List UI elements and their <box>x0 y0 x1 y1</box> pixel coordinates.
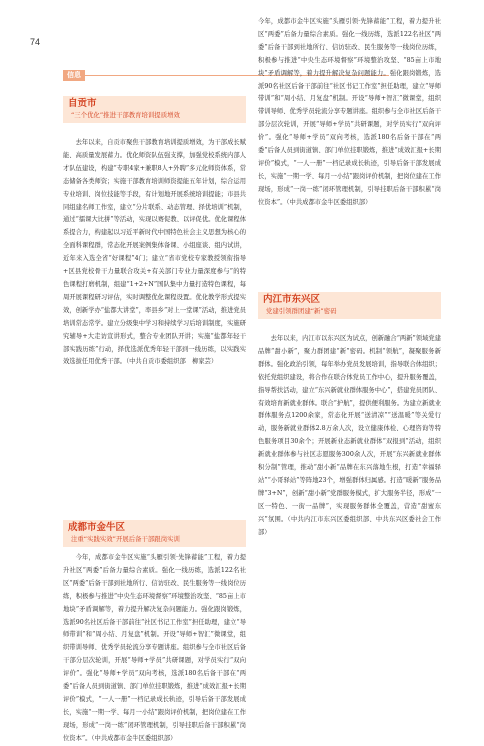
article-header-box <box>63 96 246 123</box>
article-body-continued: 今年，成都市金牛区实施“头雁引领·先锋蓄能”工程，着力提升社区“两委”后备力量综合素质。强化一线历练，选派122名社区“两委”后备干部到社地所行、信访驻改、民生服务等一线岗位历练，积极参与推进“中央生态环境督察”环境整治攻坚、“85亩上市地块”矛盾调解等，着力提升解决复杂问题能力。强化跟岗锻炼，选派90名社区后备干部前往“社区书记工作室”担任助理，建立“导师带训”和“周小结、月复盘”机制。开设“导师+智汇”微课堂，组织带训导师、优秀学员轮流分享专题讲座。组织参与全市社区后备干部分层次轮训，开展“导师+学员”共研课题，对学员实行“双向评价”。强化“导师+学员”双向考核，选派180名后备干部在“两委”后备人员到街道镇、部门单位挂职锻炼，推进“成效汇报+长期评价”模式，“一人一册”一档记录成长轨迹，引导后备干部发展成长，实施“一期一学、每月一小结”跟岗评价机制，把岗位建在工作现场，形成“一岗一练”闭环管理机制，引导挂职后备干部积累“岗位资本”。（中共成都市金牛区委组织部） <box>258 18 441 206</box>
article-subtitle: 注重“实践实效”开展后备干部跟岗实训 <box>71 535 180 543</box>
article-region-title: 成都市金牛区 <box>68 522 126 533</box>
article-region-title: 自贡市 <box>68 98 97 109</box>
page-number: 74 <box>30 37 41 47</box>
article-dongxing <box>258 292 441 617</box>
article-body: 今年，成都市金牛区实施“头雁引领·先锋蓄能”工程，着力提升社区“两委”后备力量综合素质。强化一线历练，选派122名社区“两委”后备干部到社地所行、信访驻改、民生服务等一线岗位历练，积极参与推进“中央生态环境督察”环境整治攻坚、“85亩上市地块”矛盾调解等，着力提升解决复杂问题能力。强化跟岗锻炼，选派90名社区后备干部前往“社区书记工作室”担任助理，建立“导师带训”和“周小结、月复盘”机制。开设“导师+智汇”微课堂，组织带训导师、优秀学员轮流分享专题讲座。组织参与全市社区后备干部分层次轮训，开展“导师+学员”共研课题，对学员实行“双向评价”。强化“导师+学员”双向考核，选派180名后备干部在“两委”后备人员到街道镇、部门单位挂职锻炼，推进“成效汇报+长期评价”模式，“一人一册”一档记录成长轨迹，引导后备干部发展成长，实施“一期一学、每月一小结”跟岗评价机制，把岗位建在工作现场，形成“一岗一练”闭环管理机制，引导挂职后备干部积累“岗位资本”。（中共成都市金牛区委组织部） <box>63 554 246 742</box>
article-subtitle: 党建引领群团建“新”密码 <box>266 307 337 315</box>
article-header-box <box>258 292 441 319</box>
section-tag: 信息 <box>63 70 85 81</box>
article-jinniu <box>63 520 246 742</box>
article-header-box <box>63 520 246 547</box>
article-region-title: 内江市东兴区 <box>263 294 321 305</box>
article-subtitle: “三个优化”推进干部教育培训提质增效 <box>71 111 180 119</box>
article-zigong <box>63 96 246 490</box>
article-jinniu-continued <box>258 18 441 284</box>
article-body: 去年以来，内江市以东兴区为试点，创新融合“两新”领域党建品牌“甜小新”，聚力群团建“新”密码。机制“领航”，凝聚服务新群体。强化政治引领，每年举办党员发展培训，指导联合体组织；依托党组织建设，将合作在联合体党员工作中心，提升服务覆盖，指导帮扶活动，建立“东兴新就业群体服务中心”，搭建党员团队、有效培育新就业群体。联合“护航”，提供便利服务。为建立新就业群体服务点1200余家，常态化开展“送清凉”“送温暖”等关爱行动，服务新就业群体2.8万余人次，设立健康体检、心理咨询等特色服务项目30余个；开展新业态新就业群体“双报到”活动，组织新就业群体参与社区志愿服务300余人次，开展“东兴新就业群体积分制”管理，推动“甜小新”品牌在东兴落地生根，打造“幸福驿站”“小哥驿站”等阵地23个，增强群体归属感。打造“暖新”服务品牌“3+N”，创新“甜小新”党群服务模式，扩大服务半径，形成“一区一特色、一街一品牌”，实现服务群体全覆盖，营造“甜蜜东兴”氛围。（中共内江市东兴区委组织部、中共东兴区委社会工作部） <box>258 335 441 536</box>
article-body: 去年以来，自贡市聚焦干部教育培训提质增效，为干部成长赋能、高质量发展蓄力。优化师资队伍强支撑，加强党校系统内部人才队伍建设，构建“专职4家+兼职8人+外聘”多元化师资体系，常态储备各类师资；实施干部教育培训师资提能五年计划，综合运用专业培训、岗位技能等手段，有计划地开展系统培训提能；市县共同组建名师工作室，建立“分片联系、动态管理、择优培训”机制，通过“擂课大比拼”等活动，实现以赛促教、以评促优。优化课程体系提合力，构建起以习近平新时代中国特色社会主义思想为核心的全面科课程群，常态化开展案例集体备课、小组座谈、组内试讲，近年来入选全省“好课程”4门；建立“省市党校专家教授领衔指导+区县党校骨干力量联合攻关+有关部门专业力量深度参与”的特色课程打磨机制，组建“1+2+N”国队集中力量打造特色课程，每周开展课程研习评估，实时调整优化课程设置。优化教学形式提实效，创新学办“盐都大讲堂”，率县乡“对上一堂课”活动，推进党员培训常态常学。建立分级集中学习和持续学习后培训制度，实施研究辅导+大走访宣讲形式，整合专业团队开讲；实施“盐都年轻干部实践历练”行动，择优选派优秀年轻干部到一线历练，以实践实效选拔任用优秀干部。（中共自贡市委组织部 柳家芸） <box>63 139 246 366</box>
